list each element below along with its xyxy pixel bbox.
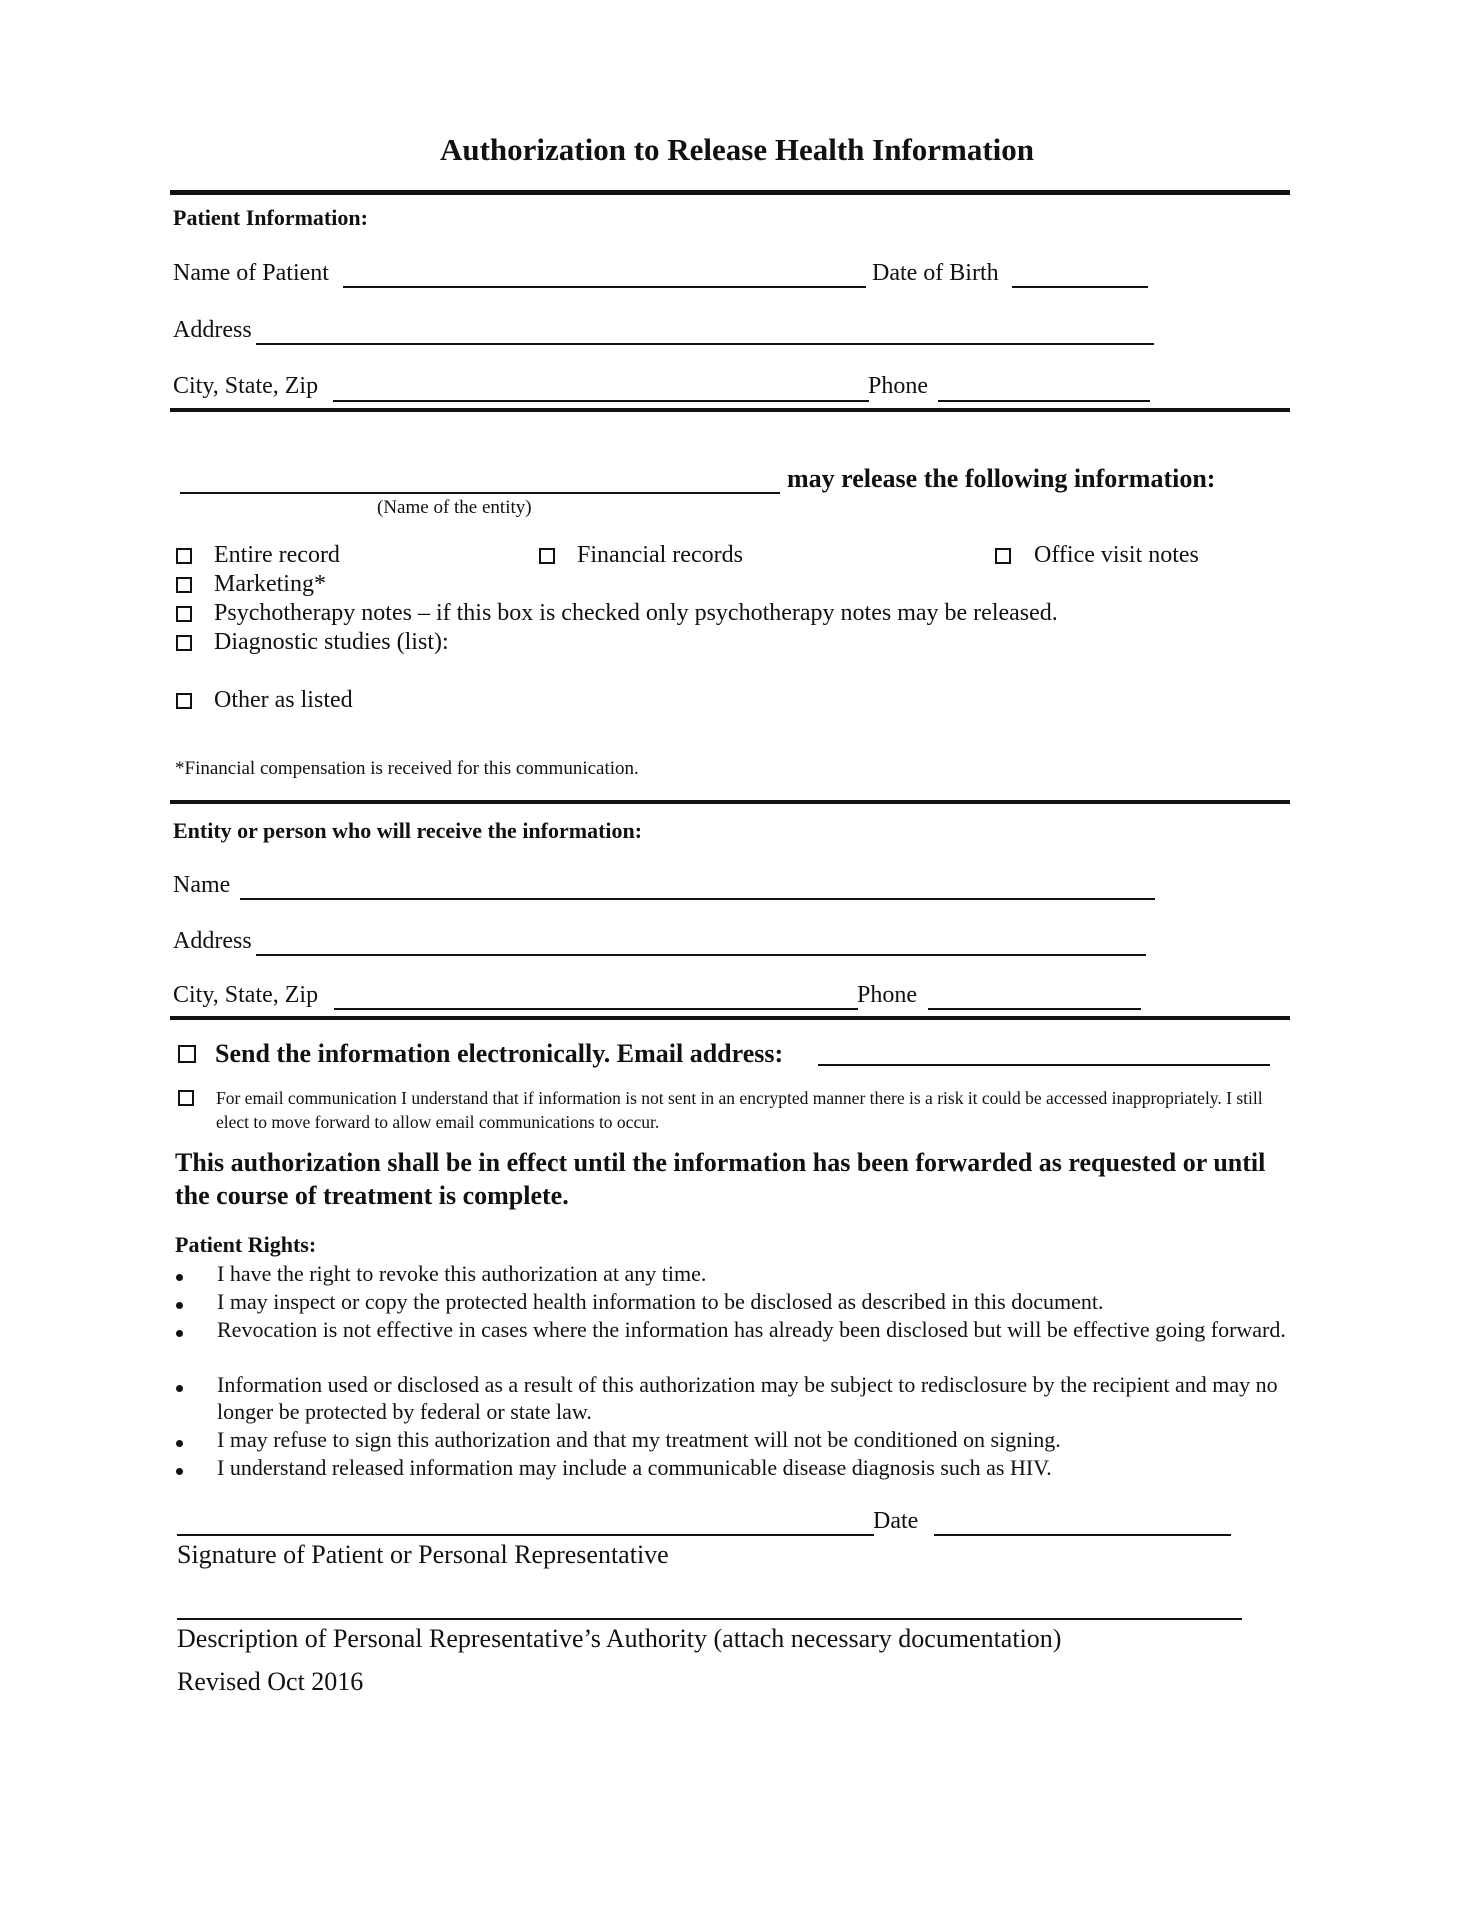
recipient-address-label: Address <box>173 928 252 954</box>
rights-item: I may refuse to sign this authorization and that my treatment will not be conditioned on signing. <box>217 1427 1061 1452</box>
rights-bullet <box>176 1440 183 1447</box>
financial-footnote: *Financial compensation is received for this communication. <box>175 758 639 779</box>
recipient-phone-label: Phone <box>857 982 917 1008</box>
authority-field[interactable] <box>177 1618 1242 1620</box>
recipient-city-label: City, State, Zip <box>173 982 319 1008</box>
office-visit-notes-checkbox[interactable] <box>995 548 1011 564</box>
patient-section-divider <box>170 408 1290 412</box>
patient-phone-label: Phone <box>868 373 928 399</box>
patient-phone-field[interactable] <box>938 400 1150 402</box>
recipient-phone-field[interactable] <box>928 1008 1141 1010</box>
date-field[interactable] <box>934 1534 1231 1536</box>
rights-item: I understand released information may include a communicable disease diagnosis such as HIV. <box>217 1455 1052 1480</box>
signature-field[interactable] <box>177 1534 874 1536</box>
financial-records-label: Financial records <box>577 542 743 568</box>
psychotherapy-label: Psychotherapy notes – if this box is checked only psychotherapy notes may be released. <box>214 600 1058 626</box>
rights-bullet <box>176 1330 183 1337</box>
recipient-name-field[interactable] <box>240 898 1155 900</box>
patient-address-field[interactable] <box>256 343 1154 345</box>
release-section-divider <box>170 800 1290 804</box>
diagnostic-checkbox[interactable] <box>176 635 192 651</box>
date-label: Date <box>873 1508 919 1534</box>
patient-dob-label: Date of Birth <box>872 260 999 286</box>
patient-name-field[interactable] <box>343 286 866 288</box>
marketing-label: Marketing* <box>214 571 326 597</box>
patient-address-label: Address <box>173 317 252 343</box>
patient-name-label: Name of Patient <box>173 260 329 286</box>
email-consent-notice: For email communication I understand that if information is not sent in an encrypted manner there is a risk it could be accessed inappropriately. I still elect to move forward to allow email communications to occur. <box>216 1088 1263 1132</box>
revision-note: Revised Oct 2016 <box>177 1667 364 1696</box>
rights-bullet <box>176 1302 183 1309</box>
rights-bullet <box>176 1274 183 1281</box>
patient-section-heading: Patient Information: <box>173 205 368 230</box>
rights-bullet <box>176 1385 183 1392</box>
patient-dob-field[interactable] <box>1012 286 1148 288</box>
top-divider <box>170 190 1290 195</box>
diagnostic-label: Diagnostic studies (list): <box>214 629 449 655</box>
recipient-city-field[interactable] <box>334 1008 858 1010</box>
recipient-name-label: Name <box>173 872 231 898</box>
recipient-section-divider <box>170 1016 1290 1020</box>
rights-item: Information used or disclosed as a result of this authorization may be subject to redisclosure by the recipient and may no longer be protected by federal or state law. <box>217 1372 1278 1424</box>
rights-item: Revocation is not effective in cases where the information has already been disclosed but will be effective going forward. <box>217 1317 1286 1342</box>
patient-city-field[interactable] <box>333 400 869 402</box>
email-consent-checkbox[interactable] <box>178 1090 194 1106</box>
entire-record-label: Entire record <box>214 542 340 568</box>
send-electronically-checkbox[interactable] <box>178 1045 196 1063</box>
authority-label: Description of Personal Representative’s Authority (attach necessary documentation) <box>177 1624 1062 1653</box>
effect-statement: This authorization shall be in effect until the information has been forwarded as requested or until the course of treatment is complete. <box>175 1148 1266 1210</box>
marketing-checkbox[interactable] <box>176 577 192 593</box>
patient-city-label: City, State, Zip <box>173 373 319 399</box>
other-checkbox[interactable] <box>176 693 192 709</box>
rights-bullet <box>176 1468 183 1475</box>
releasing-entity-field[interactable] <box>180 492 780 494</box>
release-statement: may release the following information: <box>787 464 1216 493</box>
office-visit-notes-label: Office visit notes <box>1034 542 1199 568</box>
email-address-field[interactable] <box>818 1064 1270 1066</box>
rights-heading: Patient Rights: <box>175 1232 317 1257</box>
other-label: Other as listed <box>214 687 353 713</box>
psychotherapy-checkbox[interactable] <box>176 606 192 622</box>
recipient-section-heading: Entity or person who will receive the information: <box>173 818 643 843</box>
rights-item: I may inspect or copy the protected health information to be disclosed as described in this document. <box>217 1289 1104 1314</box>
send-electronically-label: Send the information electronically. Email address: <box>215 1039 784 1068</box>
entire-record-checkbox[interactable] <box>176 548 192 564</box>
recipient-address-field[interactable] <box>256 954 1146 956</box>
signature-label: Signature of Patient or Personal Representative <box>177 1540 669 1569</box>
rights-item: I have the right to revoke this authorization at any time. <box>217 1261 707 1286</box>
page-title: Authorization to Release Health Information <box>439 132 1035 167</box>
entity-caption: (Name of the entity) <box>377 497 532 518</box>
financial-records-checkbox[interactable] <box>539 548 555 564</box>
